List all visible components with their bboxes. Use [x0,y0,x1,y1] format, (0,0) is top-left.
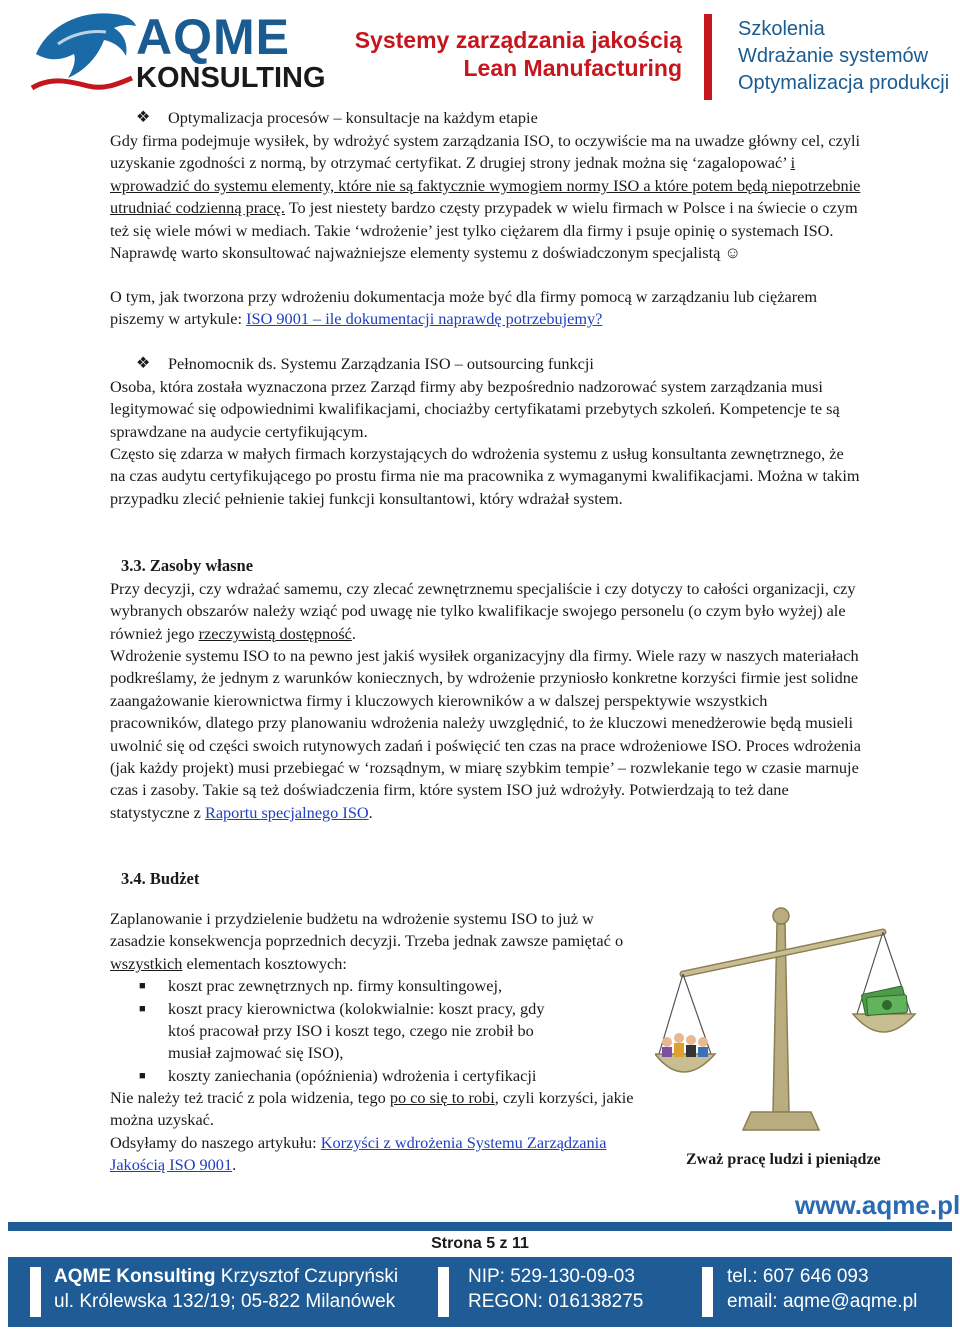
balance-scale-icon [655,908,915,1130]
company-owner: Krzysztof Czupryński [220,1266,399,1287]
paragraph-optymalizacja [110,130,862,264]
list-item: koszty zaniechania (opóźnienia) wdrożenia i certyfikacji [168,1066,537,1085]
section-heading-zasoby: 3.3. Zasoby własne [121,556,254,575]
paragraph-pelnomocnik-2: Często się zdarza w małych firmach korzystających do wdrożenia systemu z usług konsultanta zewnętrznego, że na czas audytu certyfikującego po prostu firma nie ma pracownika z wymaganymi kwalifikacjami. Można w takim przypadku zlecić pełnienie takiej funkcji konsultantowi, który wdrażał system. [110,444,860,508]
article-link-korzysci[interactable]: Korzyści z wdrożenia Systemu Zarządzania Jakością ISO 9001 [110,1133,607,1175]
diamond-bullet-icon: ❖ [136,355,151,372]
text: Przy decyzji, czy wdrażać samemu, czy zlecać zewnętrznemu specjaliście i czy dotyczy to całości organizacji, czy wybranych obszarów należy wziąć pod uwagę nie tylko kwalifikacje swojego personelu (o czym było wyżej) ale również jego [110,579,856,643]
list-item-continued: musiał zajmować się ISO), [168,1043,344,1062]
text: O tym, jak tworzona przy wdrożeniu dokumentacja może być dla firmy pomocą w zarządzaniu lub ciężarem piszemy w artykule: [110,287,818,329]
square-bullet-icon: ■ [139,1070,146,1082]
text: Zaplanowanie i przydzielenie budżetu na wdrożenie systemu ISO to już w zasadzie konsekwencja poprzednich decyzji. Trzeba jednak zawsze pamiętać o [110,909,624,951]
header-divider [704,14,712,100]
underlined-text: po co się to robi [389,1088,495,1107]
text: Wdrożenie systemu ISO to na pewno jest jakiś wysiłek organizacyjny dla firmy. Wiele razy w naszych materiałach podkreślamy, że jednym z warunków koniecznych, by wdrożenie przyniosło konkretne korzyści firmie jest solidne zaangażowanie kierownictwa firmy i kluczowych kierowników a w dalszej perspektywie wszystkich pracowników, dlatego przy planowaniu wdrożenia należy uwzględnić, to że kluczowi menedżerowie będą musieli uwolnić się od części swoich rutynowych zadań i poświęcić ten czas na prace wdrożeniowe ISO. Proces wdrożenia (jak każdy projekt) musi przebiegać w ‘rozsądnym, w miarę szybkim tempie’ – rozwlekanie tego w czasie marnuje czas i zasoby. Takie są też doświadczenia firm, które system ISO już wdrożyły. Potwierdzają to też dane statystyczne z [110,646,861,822]
tagline-lean: Lean Manufacturing [463,55,682,81]
square-bullet-icon: ■ [139,1003,146,1015]
menu-item-szkolenia[interactable]: Szkolenia [738,18,825,40]
paragraph-budzet-intro [110,908,650,975]
website-link[interactable]: www.aqme.pl [795,1190,960,1220]
footer-separator [438,1267,449,1317]
underlined-text: rzeczywistą dostępność [198,623,352,643]
paragraph-budzet-ref [110,1132,650,1177]
text: , czyli korzyści, jakie można uzyskać. [110,1088,634,1130]
text: To jest niestety bardzo częsty przypadek w wielu firmach w Polsce i na świecie o czym też się wiele mówi w mediach. Takie ‘wdrożenie’ jest tylko ciężarem dla firmy i psuje opinię o systemach ISO. Naprawdę warto skonsultować najważniejsze elementy systemu z doświadczonym specjalistą ☺ [110,198,858,263]
diamond-bullet-icon: ❖ [136,109,151,126]
menu-item-wdrazanie[interactable]: Wdrażanie systemów [738,45,929,67]
article-link-raport[interactable]: Raportu specjalnego ISO [204,802,369,822]
tagline-quality: Systemy zarządzania jakością [354,27,682,53]
footer-rule [8,1222,952,1231]
paragraph-zasoby-1 [110,578,862,645]
footer-company [54,1266,398,1288]
square-bullet-icon: ■ [139,980,146,992]
text: Odsyłamy do naszego artykułu: [110,1133,317,1152]
paragraph-zasoby-2 [110,645,862,824]
text: elementach kosztowych: [186,953,347,973]
dolphin-logo-icon [28,4,140,94]
page-number: Strona 5 z 11 [431,1235,529,1252]
text: . [351,623,356,643]
text: Nie należy też tracić z pola widzenia, tego [110,1088,386,1107]
footer-phone[interactable]: tel.: 607 646 093 [727,1266,869,1287]
underlined-text: wszystkich [110,953,183,973]
paragraph-pelnomocnik-1: Osoba, która została wyznaczona przez Zarząd firmy aby bezpośrednio nadzorować system zarządzania musi legitymować się odpowiednimi kwalifikacjami, chociażby certyfikatami przebytych szkoleń. Kompetencje te są sprawdzane na audycie certyfikującym. [110,377,840,441]
bullet-title-optymalizacja: Optymalizacja procesów – konsultacje na każdym etapie [168,108,538,127]
footer-separator [702,1267,713,1317]
footer-bar [8,1257,952,1327]
footer-email[interactable]: email: aqme@aqme.pl [727,1291,918,1312]
list-item: koszt prac zewnętrznych np. firmy konsultingowej, [168,976,503,995]
paragraph-budzet-outro [110,1087,650,1132]
text: . [232,1155,237,1175]
footer-nip: NIP: 529-130-09-03 [468,1266,635,1287]
footer-separator [30,1267,41,1317]
menu-item-optymalizacja[interactable]: Optymalizacja produkcji [738,72,950,94]
article-link-dokumentacja[interactable]: ISO 9001 – ile dokumentacji naprawdę potrzebujemy? [246,309,603,329]
list-item-continued: ktoś pracował przy ISO i koszt tego, czego nie zrobił bo [168,1021,534,1040]
footer-regon: REGON: 016138275 [468,1291,644,1312]
paragraph-dokumentacja [110,286,862,331]
image-caption: Zważ pracę ludzi i pieniądze [686,1151,881,1168]
text: . [368,802,373,822]
logo-sub-text: KONSULTING [136,62,326,94]
list-item: koszt pracy kierownictwa (kolokwialnie: koszt pracy, gdy [168,999,545,1018]
logo-main-text: AQME [136,9,290,65]
underlined-text: i wprowadzić do systemu elementy, które nie są faktycznie wymogiem normy ISO a które potem będą niepotrzebnie utrudniać codzienną pracę. [110,153,861,218]
text: Gdy firma podejmuje wysiłek, by wdrożyć system zarządzania ISO, to oczywiście ma na uwadze główny cel, czyli uzyskanie zgodności z normą, by otrzymać certyfikat. Z drugiej strony jednak można się ‘zagalopować’ [110,131,861,173]
section-heading-budzet: 3.4. Budżet [121,869,200,888]
company-name: AQME Konsulting [54,1266,216,1287]
footer-address: ul. Królewska 132/19; 05-822 Milanówek [54,1291,396,1312]
balance-scale-illustration [655,904,925,1144]
money-icon [861,986,907,1016]
bullet-title-pelnomocnik: Pełnomocnik ds. Systemu Zarządzania ISO – outsourcing funkcji [168,354,594,373]
